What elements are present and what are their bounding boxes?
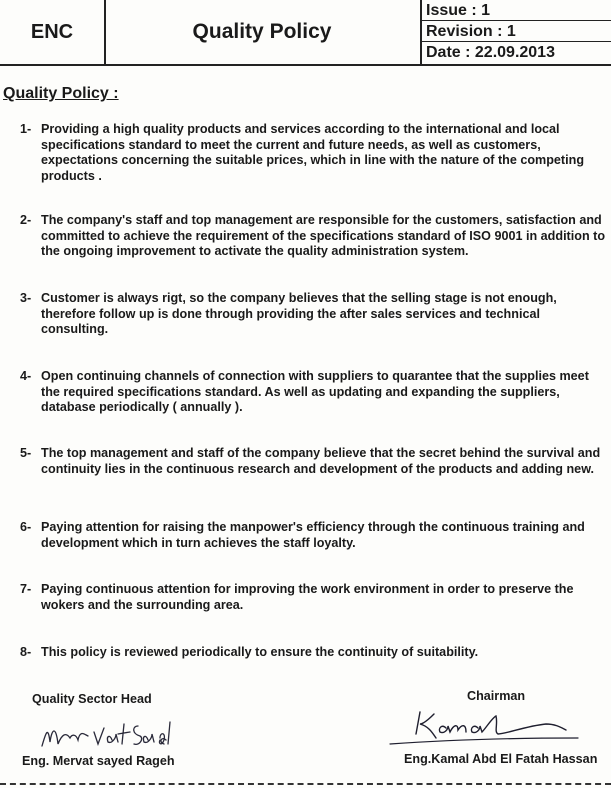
policy-item-7 bbox=[20, 582, 608, 613]
company-code: ENC bbox=[0, 0, 106, 64]
item-text: Open continuing channels of connection with suppliers to quarantee that the supplies meet the required specifications standard. As well as updating and expanding the suppliers, database periodically ( annually ). bbox=[41, 369, 589, 415]
policy-item-2 bbox=[20, 213, 608, 260]
policy-item-3 bbox=[20, 291, 608, 338]
item-text: The company's staff and top management are responsible for the customers, satisfaction and committed to achieve the requirement of the specifications standard of ISO 9001 in addition to the ongoing improvement to activate the quality administration system. bbox=[41, 213, 606, 259]
policy-item-4 bbox=[20, 369, 608, 416]
right-signatory-title: Chairman bbox=[467, 689, 526, 703]
item-text: Paying continuous attention for improving the work environment in order to preserve the wokers and the surrounding area. bbox=[41, 582, 574, 612]
item-text: Customer is always rigt, so the company believes that the selling stage is not enough, therefore follow up is done through providing the after sales services and technical consulting. bbox=[41, 291, 557, 337]
policy-item-8 bbox=[20, 645, 478, 661]
item-number: 8- bbox=[20, 645, 32, 659]
right-signature-icon bbox=[386, 704, 582, 750]
item-number: 3- bbox=[20, 291, 32, 305]
right-signatory-name: Eng.Kamal Abd El Fatah Hassan bbox=[404, 752, 598, 766]
item-text: The top management and staff of the company believe that the secret behind the survival and continuity lies in the continuous research and development of the products and adding new. bbox=[41, 446, 601, 476]
footer-divider bbox=[0, 783, 611, 785]
policy-item-5 bbox=[20, 446, 608, 477]
policy-item-1 bbox=[20, 122, 608, 184]
issue-date: Date : 22.09.2013 bbox=[426, 44, 555, 61]
item-number: 5- bbox=[20, 446, 32, 460]
item-number: 6- bbox=[20, 520, 32, 534]
left-signatory-title: Quality Sector Head bbox=[32, 692, 152, 706]
left-signatory-name: Eng. Mervat sayed Rageh bbox=[22, 754, 175, 768]
document-header bbox=[0, 0, 611, 66]
item-text: This policy is reviewed periodically to ensure the continuity of suitability. bbox=[41, 645, 479, 659]
item-number: 1- bbox=[20, 122, 32, 136]
document-title: Quality Policy bbox=[104, 0, 422, 64]
item-text: Paying attention for raising the manpower's efficiency through the continuous training and development which in turn achieves the staff loyalty. bbox=[41, 520, 585, 550]
revision-number: Revision : 1 bbox=[420, 21, 611, 42]
item-number: 7- bbox=[20, 582, 32, 596]
document-meta bbox=[420, 0, 611, 64]
section-title: Quality Policy : bbox=[3, 85, 119, 102]
policy-item-6 bbox=[20, 520, 608, 551]
item-number: 2- bbox=[20, 213, 32, 227]
item-number: 4- bbox=[20, 369, 32, 383]
issue-number: Issue : 1 bbox=[420, 0, 611, 21]
left-signature-icon bbox=[36, 712, 186, 754]
item-text: Providing a high quality products and services according to the international and local specifications standard to meet the current and future needs, as well as customers, expectations concerning the suitable prices, which in line with the nature of the competing products . bbox=[41, 122, 585, 183]
